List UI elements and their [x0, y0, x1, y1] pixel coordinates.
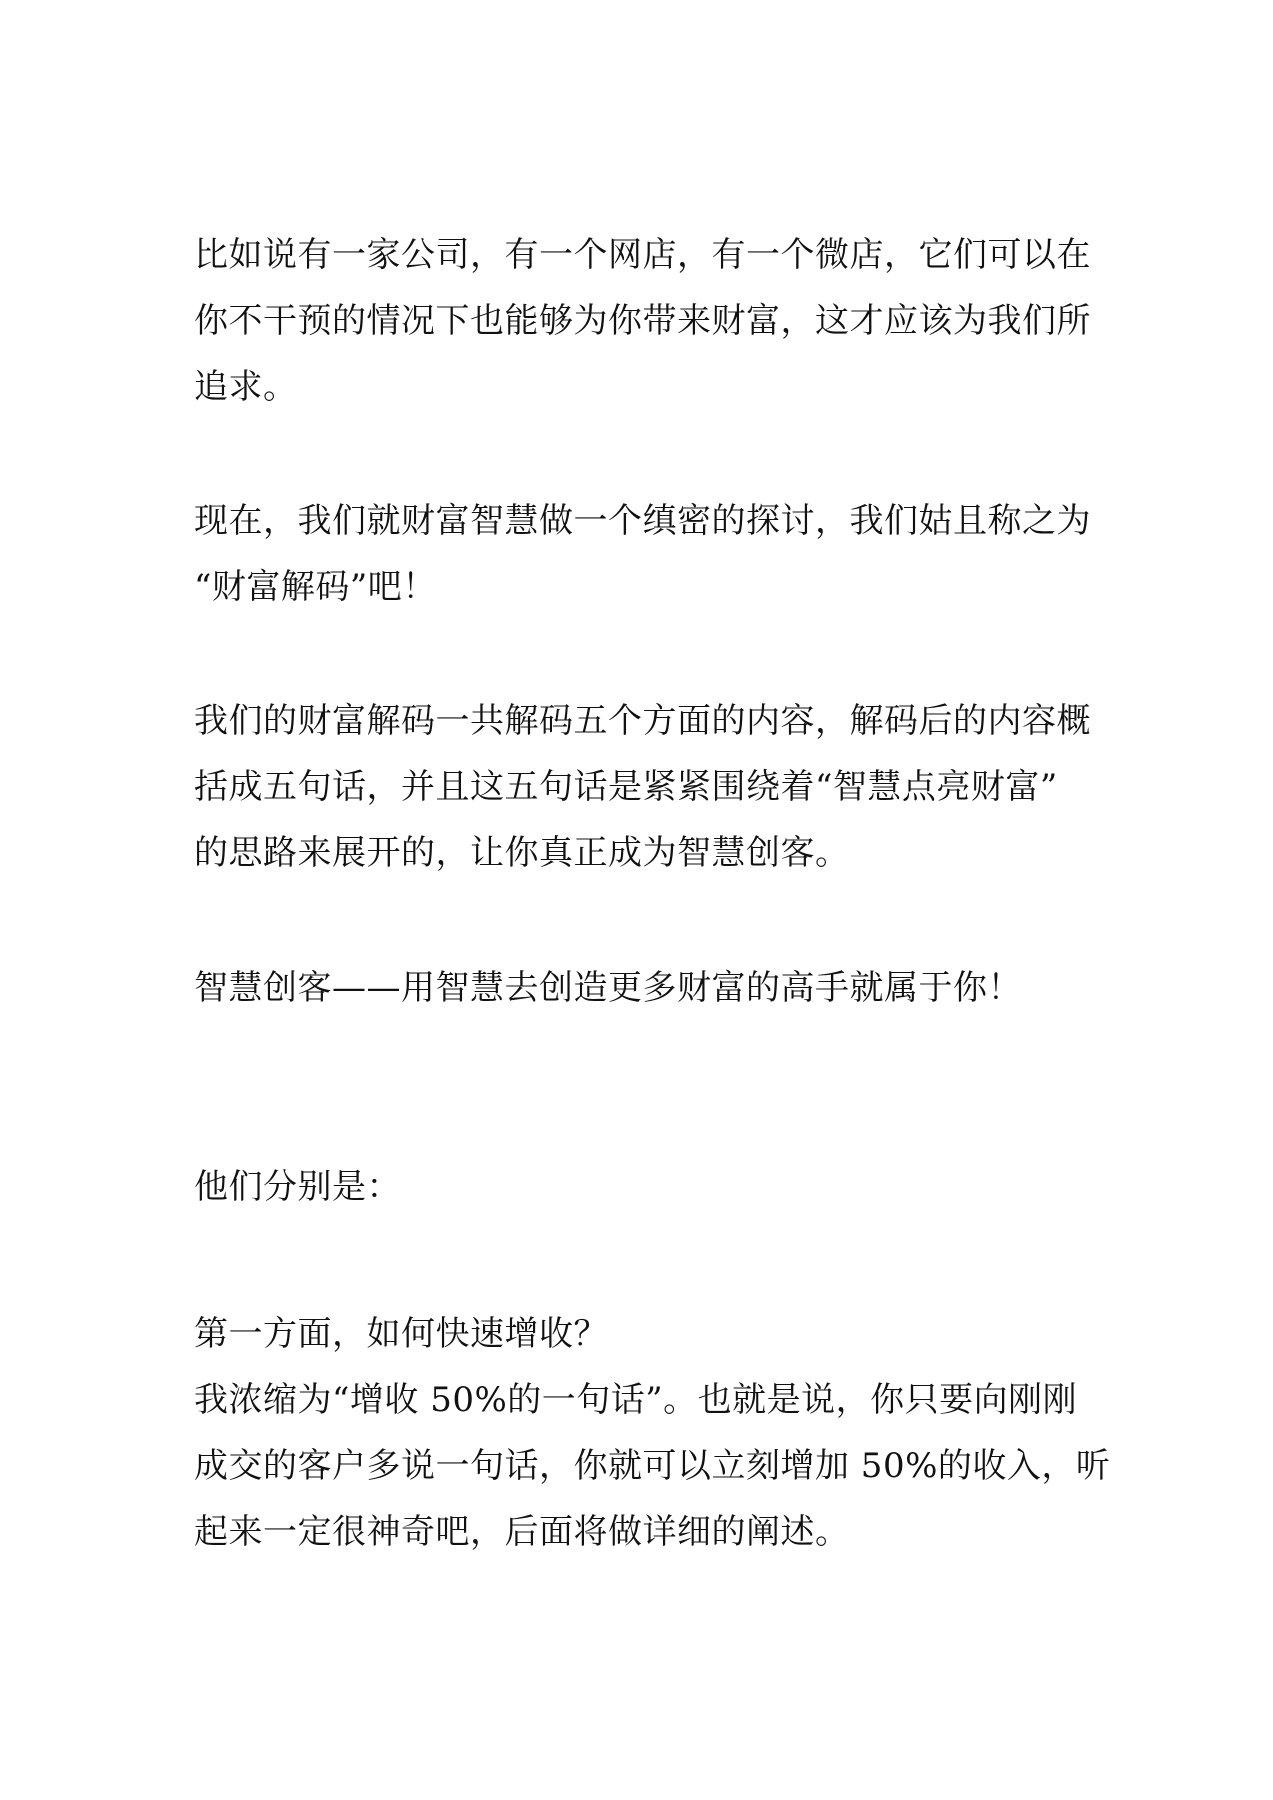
paragraph-five-aspects: [194, 688, 1094, 886]
paragraph-first-aspect: [194, 1301, 1111, 1565]
text-line: 比如说有一家公司，有一个网店，有一个微店，它们可以在: [194, 235, 1091, 275]
text-line: 现在，我们就财富智慧做一个缜密的探讨，我们姑且称之为: [194, 501, 1091, 541]
paragraph-they-are: [194, 1154, 1094, 1220]
text-line: 你不干预的情况下也能够为你带来财富，这才应该为我们所: [194, 301, 1091, 341]
text-line: 第一方面，如何快速增收？: [194, 1314, 608, 1354]
text-line: 成交的客户多说一句话，你就可以立刻增加 50%的收入，听: [194, 1446, 1111, 1486]
paragraph-wisdom-maker: [194, 955, 1094, 1021]
text-line: 我们的财富解码一共解码五个方面的内容，解码后的内容概: [194, 701, 1091, 741]
text-line: 的思路来展开的，让你真正成为智慧创客。: [194, 833, 850, 873]
paragraph-wealth-decoding-intro: [194, 488, 1094, 620]
text-line: 我浓缩为“增收 50%的一句话”。也就是说，你只要向刚刚: [194, 1380, 1078, 1420]
text-line: 追求。: [194, 367, 298, 407]
text-line: “财富解码”吧！: [194, 567, 437, 607]
text-line: 他们分别是：: [194, 1167, 401, 1207]
text-line: 括成五句话，并且这五句话是紧紧围绕着“智慧点亮财富”: [194, 767, 1058, 807]
text-line: 智慧创客——用智慧去创造更多财富的高手就属于你！: [194, 968, 1022, 1008]
paragraph-company-example: [194, 222, 1094, 420]
text-line: 起来一定很神奇吧，后面将做详细的阐述。: [194, 1512, 850, 1552]
